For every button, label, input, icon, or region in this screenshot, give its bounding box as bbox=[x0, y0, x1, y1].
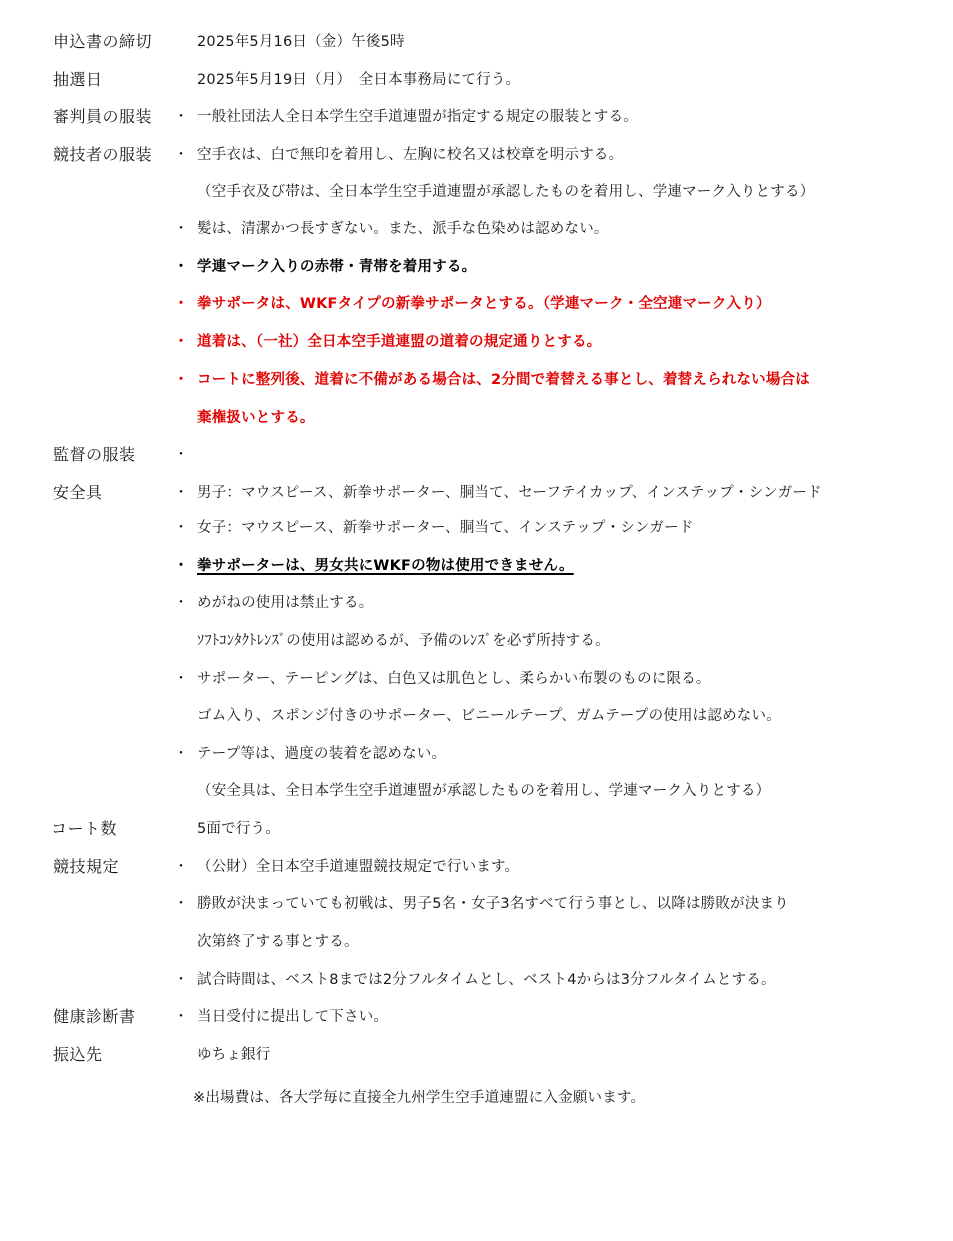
transfer-label: 振込先 bbox=[53, 1045, 103, 1064]
bullet: ・ bbox=[174, 334, 188, 350]
health-text: 当日受付に提出して下さい。 bbox=[197, 1009, 389, 1025]
competitor-attire-item-7: コートに整列後、道着に不備がある場合は、2分間で着替える事とし、着替えられない場合は bbox=[197, 372, 810, 388]
bullet: ・ bbox=[174, 558, 188, 574]
referee-attire-label: 審判員の服装 bbox=[53, 107, 153, 126]
coach-attire-label: 監督の服装 bbox=[53, 445, 136, 464]
rules-item-4: 試合時間は、ベスト8までは2分フルタイムとし、ベスト4からは3分フルタイムとする。 bbox=[197, 972, 776, 988]
competitor-attire-item-6: 道着は、（一社）全日本空手道連盟の道着の規定通りとする。 bbox=[197, 334, 602, 350]
bullet: ・ bbox=[174, 1009, 188, 1025]
bullet: ・ bbox=[174, 447, 188, 463]
bullet: ・ bbox=[174, 520, 188, 536]
transfer-bank: ゆちょ銀行 bbox=[197, 1047, 271, 1063]
rules-item-3: 次第終了する事とする。 bbox=[197, 934, 359, 950]
bullet: ・ bbox=[174, 147, 188, 163]
safety-label: 安全具 bbox=[53, 483, 103, 502]
safety-item-6: サポーター、テーピングは、白色又は肌色とし、柔らかい布製のものに限る。 bbox=[197, 671, 711, 687]
competitor-attire-item-3: 髪は、清潔かつ長すぎない。また、派手な色染めは認めない。 bbox=[197, 221, 609, 237]
rules-label: 競技規定 bbox=[53, 857, 120, 876]
competitor-attire-label: 競技者の服装 bbox=[53, 145, 153, 164]
payment-note: ※出場費は、各大学毎に直接全九州学生空手道連盟に入金願います。 bbox=[193, 1090, 646, 1106]
bullet: ・ bbox=[174, 109, 188, 125]
bullet: ・ bbox=[174, 221, 188, 237]
bullet: ・ bbox=[174, 595, 188, 611]
safety-item-5: ｿﾌﾄｺﾝﾀｸﾄﾚﾝｽﾞの使用は認めるが、予備のﾚﾝｽﾞを必ず所持する。 bbox=[197, 633, 610, 649]
bullet: ・ bbox=[174, 485, 188, 501]
bullet: ・ bbox=[174, 671, 188, 687]
competitor-attire-item-1: 空手衣は、白で無印を着用し、左胸に校名又は校章を明示する。 bbox=[197, 147, 624, 163]
bullet: ・ bbox=[174, 972, 188, 988]
safety-item-7: ゴム入り、スポンジ付きのサポーター、ビニールテープ、ガムテープの使用は認めない。 bbox=[197, 708, 781, 724]
safety-item-9: （安全具は、全日本学生空手道連盟が承認したものを着用し、学連マーク入りとする） bbox=[197, 783, 771, 799]
lottery-value: 2025年5月19日（月） 全日本事務局にて行う。 bbox=[197, 72, 521, 88]
safety-item-1: 男子：マウスピース、新拳サポーター、胴当て、セーフテイカップ、インステップ・シンガード bbox=[197, 485, 822, 501]
rules-item-2: 勝敗が決まっていても初戦は、男子5名・女子3名すべて行う事とし、以降は勝敗が決まり bbox=[197, 896, 789, 912]
safety-item-8: テープ等は、過度の装着を認めない。 bbox=[197, 746, 447, 762]
deadline-value: 2025年5月16日（金）午後5時 bbox=[197, 34, 405, 50]
bullet: ・ bbox=[174, 372, 188, 388]
health-label: 健康診断書 bbox=[53, 1007, 136, 1026]
rules-item-1: （公財）全日本空手道連盟競技規定で行います。 bbox=[197, 859, 520, 875]
bullet: ・ bbox=[174, 896, 188, 912]
competitor-attire-item-2: （空手衣及び帯は、全日本学生空手道連盟が承認したものを着用し、学連マーク入りとする） bbox=[197, 184, 815, 200]
bullet: ・ bbox=[174, 296, 188, 312]
lottery-label: 抽選日 bbox=[53, 70, 103, 89]
competitor-attire-item-4: 学連マーク入りの赤帯・青帯を着用する。 bbox=[197, 259, 477, 275]
bullet: ・ bbox=[174, 746, 188, 762]
referee-attire-text: 一般社団法人全日本学生空手道連盟が指定する規定の服装とする。 bbox=[197, 109, 638, 125]
courts-value: 5面で行う。 bbox=[197, 821, 280, 837]
safety-item-3: 拳サポーターは、男女共にWKFの物は使用できません。 bbox=[197, 558, 574, 574]
competitor-attire-item-5: 拳サポータは、WKFタイプの新拳サポータとする。（学連マーク・全空連マーク入り） bbox=[197, 296, 771, 312]
bullet: ・ bbox=[174, 859, 188, 875]
bullet: ・ bbox=[174, 259, 188, 275]
competitor-attire-item-8: 棄権扱いとする。 bbox=[197, 410, 315, 426]
safety-item-2: 女子：マウスピース、新拳サポーター、胴当て、インステップ・シンガード bbox=[197, 520, 694, 536]
safety-item-4: めがねの使用は禁止する。 bbox=[197, 595, 374, 611]
deadline-label: 申込書の締切 bbox=[53, 32, 153, 51]
courts-label: コート数 bbox=[51, 819, 118, 838]
